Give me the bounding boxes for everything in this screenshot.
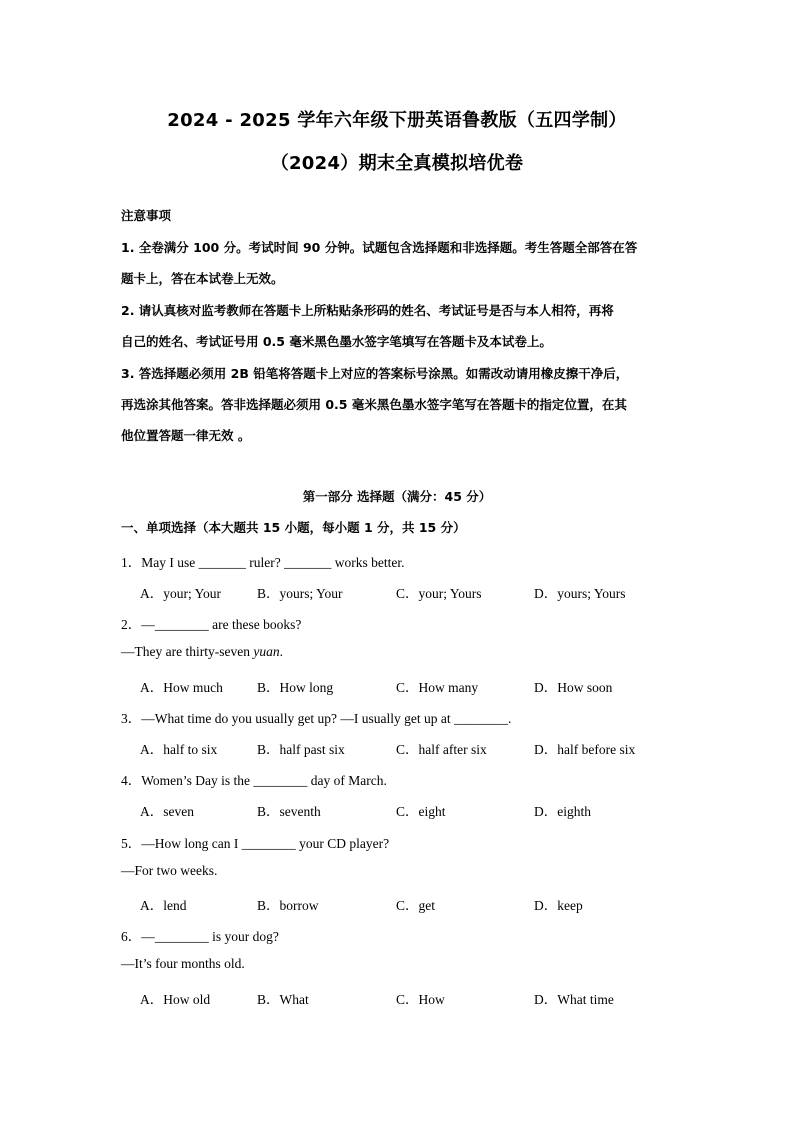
question-options [140,676,700,696]
question-stem: 2．—________ are these books? [121,617,302,632]
option-a: A．half to six [140,742,218,757]
question-stem: 3．—What time do you usually get up? —I usually get up at ________. [121,711,512,726]
question-stem: 5．—How long can I ________ your CD player? [121,836,390,851]
notice-line: 2. 请认真核对监考教师在答题卡上所粘贴条形码的姓名、考试证号是否与本人相符，再将 [121,303,614,318]
option-b: B．borrow [257,898,319,913]
notice-line: 他位置答题一律无效 。 [121,428,251,443]
option-a: A．lend [140,898,187,913]
option-b: B．How long [257,680,334,695]
option-b: B．seventh [257,804,321,819]
option-c: C．eight [396,804,446,819]
question-options [140,582,700,602]
option-d: D．What time [534,992,614,1007]
option-d: D．keep [534,898,583,913]
option-b: B．What [257,992,309,1007]
option-c: C．your; Yours [396,586,482,601]
option-c: C．How [396,992,445,1007]
option-b: B．yours; Your [257,586,343,601]
question-reply: —For two weeks. [121,863,218,878]
exam-title-line1: 2024 - 2025 学年六年级下册英语鲁教版（五四学制） [167,110,627,131]
option-d: D．eighth [534,804,591,819]
option-c: C．half after six [396,742,487,757]
question-reply: —It’s four months old. [121,956,245,971]
notice-line: 1. 全卷满分 100 分。考试时间 90 分钟。试题包含选择题和非选择题。考生答题全部答在答 [121,240,638,255]
reply-italic-word: yuan [253,644,280,659]
notice-line: 自己的姓名、考试证号用 0.5 毫米黑色墨水签字笔填写在答题卡及本试卷上。 [121,334,552,349]
question-options [140,738,700,758]
exam-title-line2: （2024）期末全真模拟培优卷 [270,153,524,174]
question-stem: 1．May I use _______ ruler? _______ works better. [121,555,405,570]
question-options [140,988,700,1008]
question-stem: 4．Women’s Day is the ________ day of March. [121,773,387,788]
notice-line: 再选涂其他答案。答非选择题必须用 0.5 毫米黑色墨水签字笔写在答题卡的指定位置，在其 [121,397,627,412]
section-heading: 一、单项选择（本大题共 15 小题，每小题 1 分，共 15 分） [121,520,466,535]
option-a: A．seven [140,804,194,819]
reply-end: . [279,644,283,659]
notice-heading: 注意事项 [121,208,172,223]
option-b: B．half past six [257,742,345,757]
option-a: A．How old [140,992,211,1007]
reply-text: —They are thirty-seven [121,644,254,659]
question-options [140,800,700,820]
option-d: D．half before six [534,742,636,757]
question-options [140,894,700,914]
option-d: D．yours; Yours [534,586,626,601]
part-title: 第一部分 选择题（满分：45 分） [302,489,492,504]
question-reply [121,644,283,660]
option-d: D．How soon [534,680,613,695]
option-a: A．How much [140,680,223,695]
notice-line: 题卡上，答在本试卷上无效。 [121,271,284,286]
notice-line: 3. 答选择题必须用 2B 铅笔将答题卡上对应的答案标号涂黑。如需改动请用橡皮擦干净后， [121,366,629,381]
option-c: C．How many [396,680,479,695]
option-a: A．your; Your [140,586,222,601]
option-c: C．get [396,898,435,913]
question-stem: 6．—________ is your dog? [121,929,279,944]
